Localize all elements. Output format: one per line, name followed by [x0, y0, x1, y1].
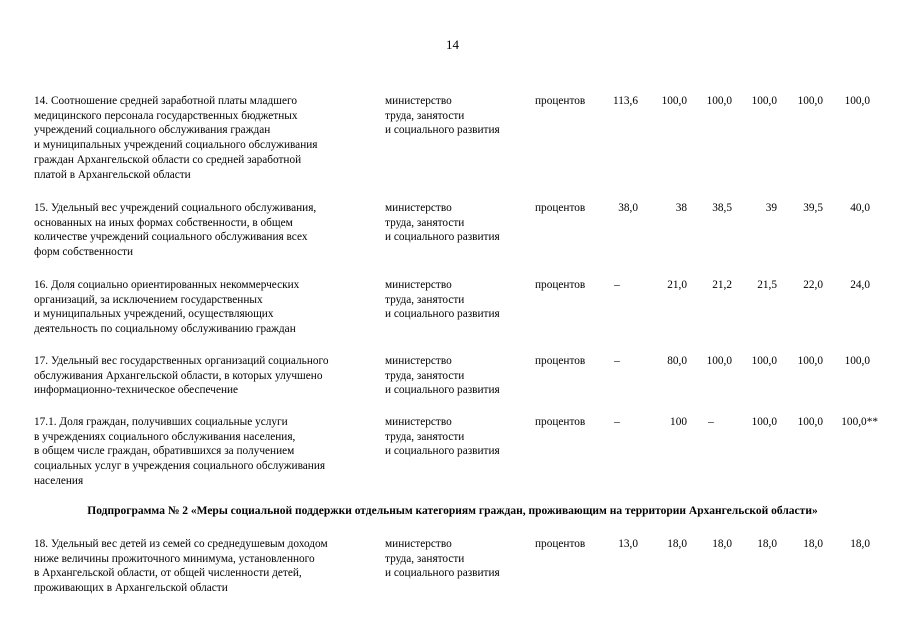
value-cell: 100,0** — [841, 416, 878, 428]
value-cell: 38,5 — [712, 202, 732, 214]
value-cell: 13,0 — [618, 538, 638, 550]
indicator-name: 17.1. Доля граждан, получивших социальные услуги в учреждениях социального обслуживания населения, в общем числе граждан, обратившихся за получением социальных услуг в учреждения социального обслуживания населения — [34, 416, 326, 487]
responsible-executor: министерство труда, занятости и социального развития — [385, 95, 500, 137]
unit-of-measure: процентов — [535, 95, 586, 107]
unit-of-measure: процентов — [535, 202, 586, 214]
unit-of-measure: процентов — [535, 355, 586, 367]
responsible-executor: министерство труда, занятости и социального развития — [385, 202, 500, 244]
value-cell: 100,0 — [706, 355, 732, 367]
value-cell: 38 — [675, 202, 687, 214]
value-cell: 100 — [670, 416, 687, 428]
responsible-executor: министерство труда, занятости и социального развития — [385, 416, 500, 458]
value-cell: 18,0 — [803, 538, 823, 550]
value-cell: 21,0 — [667, 279, 687, 291]
indicator-name: 15. Удельный вес учреждений социального обслуживания, основанных на иных формах собственности, в общем количестве учреждений социального обслуживания всех форм собственности — [34, 202, 317, 259]
subprogram-heading: Подпрограмма № 2 «Меры социальной поддержки отдельным категориям граждан, проживающим на территории Архангельской области» — [87, 505, 818, 517]
value-cell: 113,6 — [613, 95, 638, 107]
value-cell: 18,0 — [667, 538, 687, 550]
value-cell: 100,0 — [751, 95, 777, 107]
responsible-executor: министерство труда, занятости и социального развития — [385, 355, 500, 397]
unit-of-measure: процентов — [535, 538, 586, 550]
value-cell: 18,0 — [757, 538, 777, 550]
value-cell: 39,5 — [803, 202, 823, 214]
page-number: 14 — [446, 37, 459, 52]
value-cell: 18,0 — [712, 538, 732, 550]
value-cell: – — [614, 416, 620, 428]
value-cell: 40,0 — [850, 202, 870, 214]
value-cell: 39 — [765, 202, 777, 214]
unit-of-measure: процентов — [535, 416, 586, 428]
indicator-name: 17. Удельный вес государственных организаций социального обслуживания Архангельской области, в которых улучшено информационно-техническое обеспечение — [34, 355, 329, 397]
value-cell: – — [614, 355, 620, 367]
responsible-executor: министерство труда, занятости и социального развития — [385, 538, 500, 580]
value-cell: 21,2 — [712, 279, 732, 291]
value-cell: 100,0 — [661, 95, 687, 107]
value-cell: – — [614, 279, 620, 291]
value-cell: 100,0 — [844, 95, 870, 107]
value-cell: – — [708, 416, 714, 428]
unit-of-measure: процентов — [535, 279, 586, 291]
value-cell: 100,0 — [751, 416, 777, 428]
value-cell: 100,0 — [706, 95, 732, 107]
value-cell: 100,0 — [797, 416, 823, 428]
value-cell: 38,0 — [618, 202, 638, 214]
value-cell: 100,0 — [844, 355, 870, 367]
indicator-name: 18. Удельный вес детей из семей со среднедушевым доходом ниже величины прожиточного минимума, установленного в Архангельской области, от общей численности детей, проживающих в Архангельской области — [34, 538, 328, 595]
value-cell: 24,0 — [850, 279, 870, 291]
value-cell: 100,0 — [751, 355, 777, 367]
value-cell: 100,0 — [797, 95, 823, 107]
value-cell: 18,0 — [850, 538, 870, 550]
value-cell: 100,0 — [797, 355, 823, 367]
indicator-name: 14. Соотношение средней заработной платы младшего медицинского персонала государственных бюджетных учреждений социального обслуживания граждан и муниципальных учреждений социального обслуживания граждан Архангельской области со средней заработной платой в Архангельской области — [34, 95, 318, 181]
value-cell: 80,0 — [667, 355, 687, 367]
indicator-name: 16. Доля социально ориентированных некоммерческих организаций, за исключением государственных и муниципальных учреждений, осуществляющих деятельность по социальному обслуживанию граждан — [34, 279, 300, 336]
value-cell: 22,0 — [803, 279, 823, 291]
responsible-executor: министерство труда, занятости и социального развития — [385, 279, 500, 321]
value-cell: 21,5 — [757, 279, 777, 291]
